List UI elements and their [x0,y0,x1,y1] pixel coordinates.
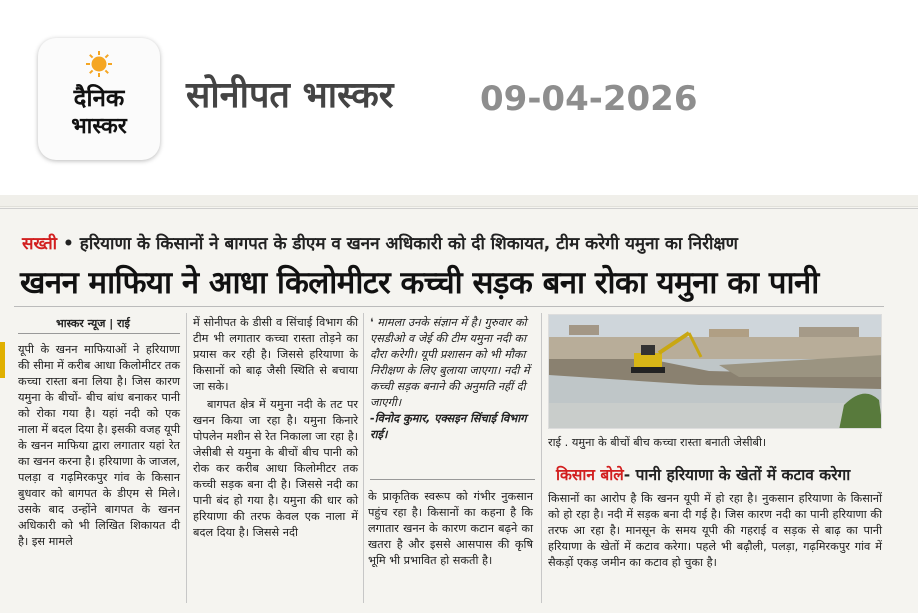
sun-icon [85,50,113,78]
jcb-river-photo-icon [549,315,882,429]
farmers-subhead [556,463,850,485]
article-column-1: यूपी के खनन माफियाओं ने हरियाणा की सीमा में करीब आधा किलोमीटर तक कच्चा रास्ता बना लिया है। जिस कारण यमुना के बीचों- बीच बांध बनाकर पानी को रोका गया है। यहां नदी को एक नाला में बदल दिया है। इसकी वजह यूपी के खनन माफिया द्वारा लगातार यहां रेत का खनन करना है। हरियाणा के जाजल, पलड़ा व गढ़मिरकपुर गांव के किसान बुधवार को बागपत के डीएम से मिले। उसके बाद उन्होंने बागपत के खनन अधिकारी को भी लिखित शिकायत दी है। इस मामले [18,343,180,548]
newspaper-clipping [0,195,918,613]
divider [18,333,180,334]
article-headline: खनन माफिया ने आधा किलोमीटर कच्ची सड़क बना रोका यमुना का पानी [20,265,819,301]
edition-title: सोनीपत भास्कर [186,75,394,116]
article-column-2 [193,315,358,541]
app-header [0,0,918,195]
quote-mark-icon: ❛ [370,316,374,329]
official-quote-box [370,315,535,480]
previous-article-strip [0,195,918,207]
logo-text-line1: दैनिक [73,84,125,112]
subhead-text: - पानी हरियाणा के खेतों में कटाव करेगा [623,466,851,484]
edition-date: 09-04-2026 [480,79,698,119]
column-2-paragraph-2: बागपत क्षेत्र में यमुना नदी के तट पर खनन किया जा रहा है। यमुना किनारे पोपलेन मशीन से रेत निकाला जा रहा है। जेसीबी से यमुना के बीचों बीच पानी को रोक कर करीब आधा किलोमीटर तक कच्ची सड़क बना दी है। जिससे नदी का पानी बंद हो गया है। यमुना की धार को हरियाणा की तरफ केवल एक नाला में बदल दिया है। जिससे नदी [193,398,358,539]
article-kicker [22,231,738,254]
article-photo-jcb-on-river[interactable] [548,314,882,429]
column-divider [541,313,542,603]
left-edge-photo-fragment [0,342,5,378]
divider [14,306,884,307]
dainik-bhaskar-logo[interactable] [38,38,160,160]
subhead-label: किसान बोले [556,466,624,484]
column-divider [363,313,364,603]
column-divider [186,313,187,603]
byline: भास्कर न्यूज | राई [56,317,130,330]
divider [0,208,918,209]
column-2-paragraph-1: में सोनीपत के डीसी व सिंचाई विभाग की टीम भी लगातार कच्चा रास्ता तोड़ने का प्रयास कर रही है। जिससे हरियाणा के किसानों को बाढ़ जैसी स्थिति से बचाया जा सके। [193,316,358,393]
quote-author: -विनोद कुमार, एक्सइन सिंचाई विभाग राई। [370,412,527,441]
farmers-subbody: किसानों का आरोप है कि खनन यूपी में हो रहा है। नुकसान हरियाणा के किसानों को हो रहा है। नदी में सड़क बना दी गई है। जिस कारण नदी का पानी हरियाणा की तरफ आ रहा है। मानसून के समय यूपी की गहराई व सड़क से बाढ़ का पानी हरियाणा के खेतों में कटाव करेगा। पहले भी बढ़ौली, पलड़ा, गढ़मिरकपुर गांव में सैकड़ों एकड़ जमीन का कटाव हो चुका है। [548,492,882,569]
kicker-text: • हरियाणा के किसानों ने बागपत के डीएम व खनन अधिकारी को दी शिकायत, टीम करेगी यमुना का निरीक्षण [63,234,738,254]
quote-text: मामला उनके संज्ञान में है। गुरुवार को एसडीओ व जेई की टीम यमुना नदी का दौरा करेगी। यूपी प्रशासन को भी मौका निरीक्षण के लिए बुलाया जाएगा। नदी में कच्ची सड़क बनाने की अनुमति नहीं दी जाएगी। [370,316,530,409]
article-column-3: के प्राकृतिक स्वरूप को गंभीर नुकसान पहुंच रहा है। किसानों का कहना है कि लगातार खनन के कारण कटान बढ़ने का खतरा है और इससे आसपास की कृषि भूमि भी प्रभावित हो सकती है। [368,490,533,567]
logo-text-line2: भास्कर [71,114,127,139]
kicker-label: सख्ती [22,234,58,254]
photo-caption: राई . यमुना के बीचों बीच कच्चा रास्ता बनाती जेसीबी। [548,436,767,449]
